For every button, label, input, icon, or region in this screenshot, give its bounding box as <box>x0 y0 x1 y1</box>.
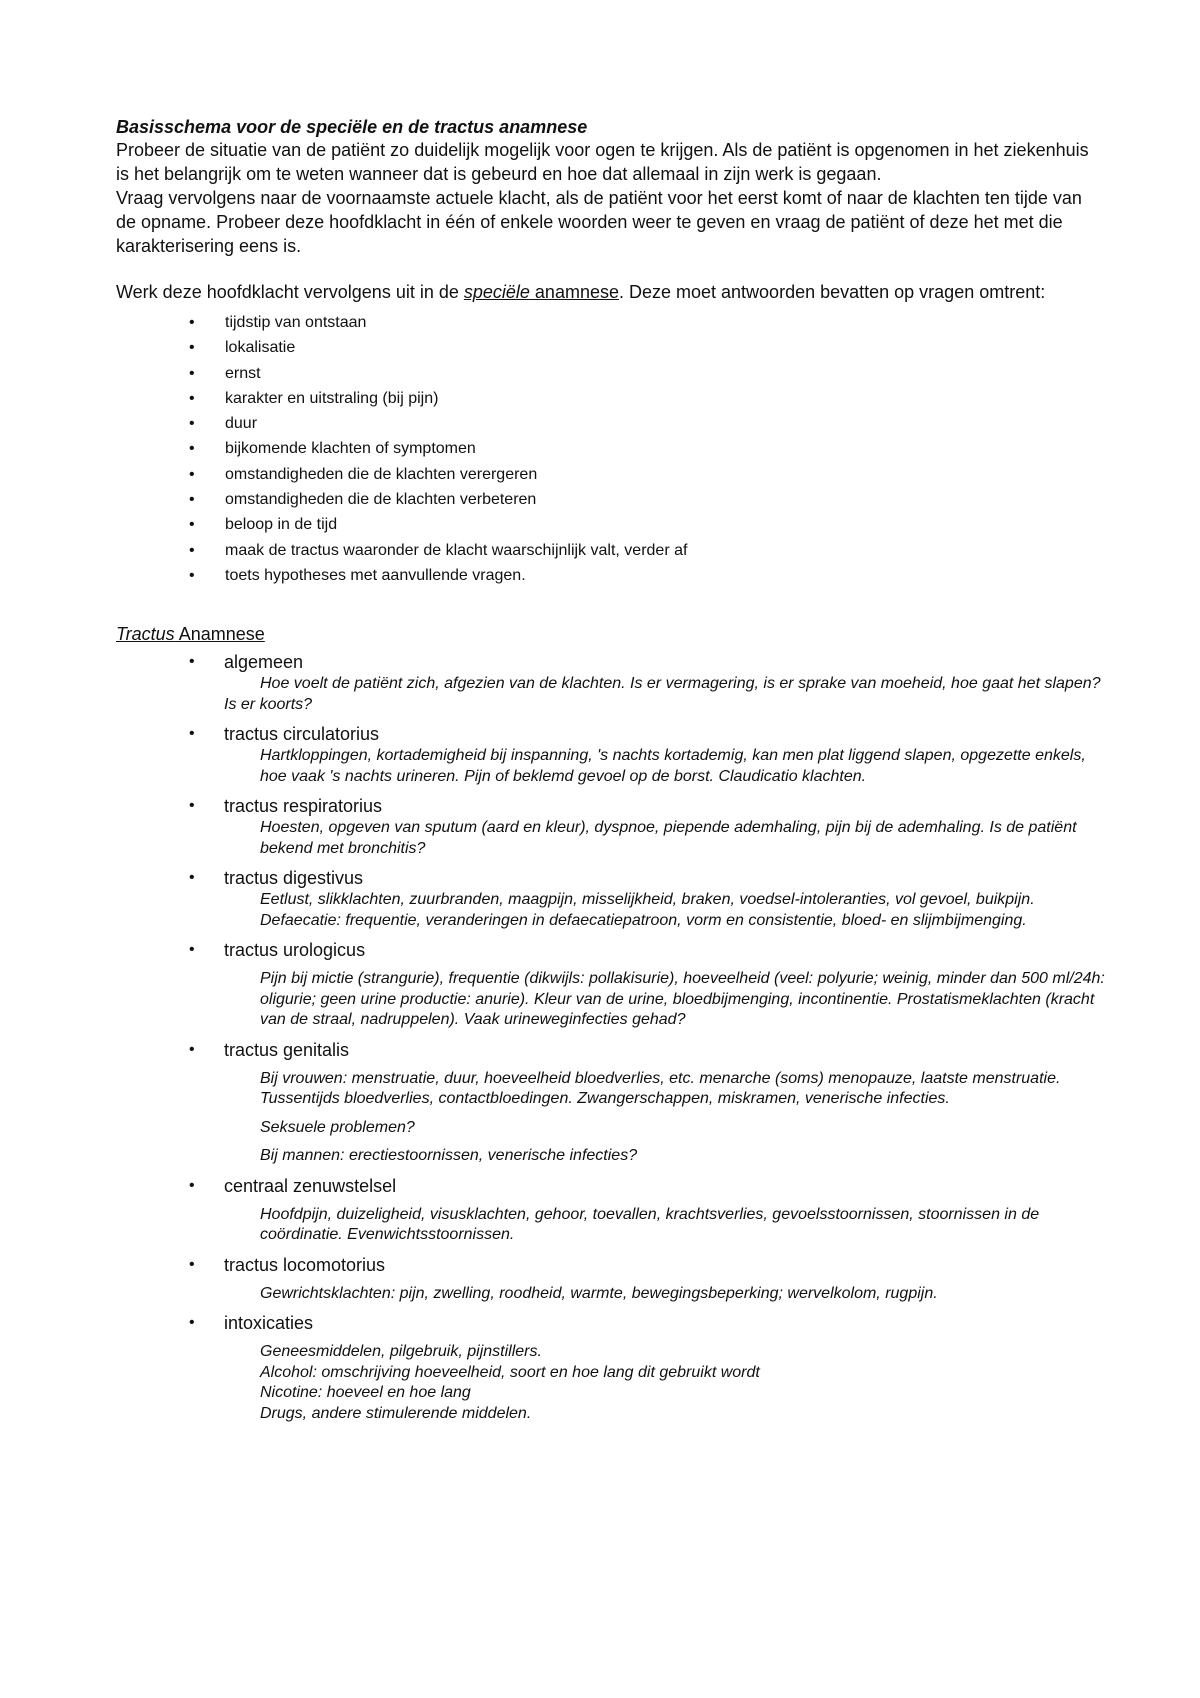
tractus-anamnese-underlined <box>116 624 265 644</box>
bullet-icon: • <box>189 389 195 407</box>
tractus-item-name: centraal zenuwstelsel <box>224 1175 397 1196</box>
list-item <box>116 310 1106 335</box>
description-paragraph: Hoofdpijn, duizeligheid, visusklachten, gehoor, toevallen, krachtsverlies, gevoelsstoornissen, stoornissen in de coördinatie. Evenwichtsstoornissen. <box>260 1205 1040 1244</box>
tractus-item <box>116 1038 1106 1167</box>
tractus-item-description <box>224 1342 1106 1424</box>
list-item-text: bijkomende klachten of symptomen <box>225 440 476 458</box>
list-item <box>116 563 1106 588</box>
tractus-item <box>116 650 1106 715</box>
description-line: Geneesmiddelen, pilgebruik, pijnstillers. <box>260 1343 542 1361</box>
list-item <box>116 361 1106 386</box>
list-item <box>116 512 1106 537</box>
list-item-text: lokalisatie <box>225 339 296 357</box>
bullet-icon: • <box>189 314 195 331</box>
tractus-item <box>116 794 1106 859</box>
bullet-icon: • <box>189 1314 195 1332</box>
list-item-text: maak de tractus waaronder de klacht waarschijnlijk valt, verder af <box>225 541 688 559</box>
list-item <box>116 436 1106 461</box>
description-paragraph: Eetlust, slikklachten, zuurbranden, maagpijn, misselijkheid, braken, voedsel-intoleranties, vol gevoel, buikpijn. Defaecatie: frequentie, veranderingen in defaecatiepatroon, vorm en consistentie, bloed- en slijmbijmenging. <box>260 891 1035 929</box>
list-item <box>116 487 1106 512</box>
speciele-intro-text: Werk deze hoofdklacht vervolgens uit in de <box>116 282 464 302</box>
bullet-icon: • <box>189 440 195 458</box>
tractus-item-name: tractus circulatorius <box>224 724 380 745</box>
description-paragraph: Pijn bij mictie (strangurie), frequentie (dikwijls: pollakisurie), hoeveelheid (veel: polyurie; weinig, minder dan 500 ml/24h: oligurie; geen urine productie: anurie). Kleur van de urine, bloedbijmenging, incontinentie. Prostatismeklachten (kracht van de straal, nadruppelen). Vaak urineweginfecties gehad? <box>260 970 1105 1029</box>
description-paragraph: Hartkloppingen, kortademigheid bij inspanning, 's nachts kortademig, kan men plat liggend slapen, opgezette enkels, hoe vaak 's nachts urineren. Pijn of beklemd gevoel op de borst. Claudicatio klachten. <box>260 747 1086 785</box>
tractus-item-name: tractus genitalis <box>224 1039 350 1060</box>
bullet-icon: • <box>189 941 195 959</box>
tractus-item <box>116 938 1106 1031</box>
tractus-item-name: tractus digestivus <box>224 868 364 889</box>
tractus-item <box>116 722 1106 787</box>
speciele-intro-paragraph <box>116 280 1106 304</box>
bullet-icon: • <box>189 541 195 559</box>
bullet-icon: • <box>189 1255 195 1273</box>
speciele-word: speciële <box>463 282 530 302</box>
bullet-icon: • <box>189 491 195 509</box>
description-paragraph: Hoesten, opgeven van sputum (aard en kleur), dyspnoe, piepende ademhaling, pijn bij de ademhaling. Is de patiënt bekend met bronchitis? <box>260 819 1077 857</box>
bullet-icon: • <box>189 339 195 357</box>
tractus-item-name: tractus urologicus <box>224 940 366 961</box>
tractus-item-description <box>224 969 1106 1031</box>
bullet-icon: • <box>189 465 195 483</box>
anamnese-heading-word: Anamnese <box>174 624 265 645</box>
intro-paragraph-2: Vraag vervolgens naar de voornaamste actuele klacht, als de patiënt voor het eerst komt of naar de klachten ten tijde van de opname. Probeer deze hoofdklacht in één of enkele woorden weer te geven en vraag de patiënt of deze het met die karakterisering eens is. <box>116 188 1082 256</box>
description-line: Alcohol: omschrijving hoeveelheid, soort en hoe lang dit gebruikt wordt <box>260 1363 760 1381</box>
tractus-item-description <box>224 1205 1106 1246</box>
speciele-question-list <box>116 310 1106 588</box>
tractus-item-name: tractus respiratorius <box>224 796 383 817</box>
document-page <box>116 116 1106 1431</box>
list-item <box>116 335 1106 360</box>
list-item-text: duur <box>225 415 258 433</box>
anamnese-word: anamnese <box>529 282 619 302</box>
tractus-item-description <box>224 1284 1106 1305</box>
bullet-icon: • <box>189 364 195 382</box>
list-item <box>116 386 1106 411</box>
description-paragraph: Bij vrouwen: menstruatie, duur, hoeveelheid bloedverlies, etc. menarche (soms) menopauze, laatste menstruatie. Tussentijds bloedverlies, contactbloedingen. Zwangerschappen, miskramen, venerische infecties. <box>260 1069 1061 1108</box>
list-item-text: beloop in de tijd <box>225 516 338 534</box>
list-item-text: omstandigheden die de klachten verbeteren <box>225 491 537 509</box>
list-item <box>116 538 1106 563</box>
tractus-item-name: algemeen <box>224 652 304 673</box>
bullet-icon: • <box>189 566 195 584</box>
intro-paragraph-1: Probeer de situatie van de patiënt zo duidelijk mogelijk voor ogen te krijgen. Als de patiënt is opgenomen in het ziekenhuis is het belangrijk om te weten wanneer dat is gebeurd en hoe dat allemaal in zijn werk is gegaan. <box>116 140 1089 184</box>
list-item-text: omstandigheden die de klachten verergeren <box>225 465 538 483</box>
tractus-item-description <box>224 818 1106 859</box>
tractus-list <box>116 650 1106 1424</box>
bullet-icon: • <box>189 869 195 887</box>
tractus-item <box>116 1253 1106 1305</box>
description-paragraph: Seksuele problemen? <box>260 1118 415 1136</box>
list-item-text: tijdstip van ontstaan <box>225 314 367 331</box>
description-paragraph: Hoe voelt de patiënt zich, afgezien van de klachten. Is er vermagering, is er sprake van moeheid, hoe gaat het slapen? Is er koorts? <box>224 675 1101 713</box>
tractus-item <box>116 1311 1106 1424</box>
bullet-icon: • <box>189 516 195 534</box>
list-item-text: ernst <box>225 364 261 382</box>
document-title: Basisschema voor de speciële en de tractus anamnese <box>116 117 588 137</box>
bullet-icon: • <box>189 1176 195 1194</box>
description-line: Nicotine: hoeveel en hoe lang <box>260 1384 471 1402</box>
speciele-anamnese-underlined <box>464 282 619 302</box>
bullet-icon: • <box>189 653 195 671</box>
list-item-text: karakter en uitstraling (bij pijn) <box>225 389 439 407</box>
bullet-icon: • <box>189 797 195 815</box>
tractus-item-description <box>224 1069 1106 1167</box>
tractus-item-description <box>224 746 1106 787</box>
tractus-anamnese-heading <box>116 622 1106 646</box>
tractus-item <box>116 866 1106 931</box>
description-line: Drugs, andere stimulerende middelen. <box>260 1404 532 1422</box>
tractus-item <box>116 1174 1106 1246</box>
list-item-text: toets hypotheses met aanvullende vragen. <box>225 566 526 584</box>
tractus-word: Tractus <box>116 624 175 645</box>
description-paragraph: Bij mannen: erectiestoornissen, venerische infecties? <box>260 1147 638 1165</box>
description-paragraph: Gewrichtsklachten: pijn, zwelling, roodheid, warmte, bewegingsbeperking; wervelkolom, rugpijn. <box>260 1284 938 1302</box>
list-item <box>116 462 1106 487</box>
tractus-item-name: tractus locomotorius <box>224 1254 386 1275</box>
tractus-item-description <box>224 674 1106 715</box>
list-item <box>116 411 1106 436</box>
tractus-item-description <box>224 890 1106 931</box>
bullet-icon: • <box>189 1040 195 1058</box>
bullet-icon: • <box>189 415 195 433</box>
speciele-intro-text-after: . Deze moet antwoorden bevatten op vragen omtrent: <box>618 282 1046 302</box>
tractus-item-name: intoxicaties <box>224 1313 314 1334</box>
bullet-icon: • <box>189 725 195 743</box>
